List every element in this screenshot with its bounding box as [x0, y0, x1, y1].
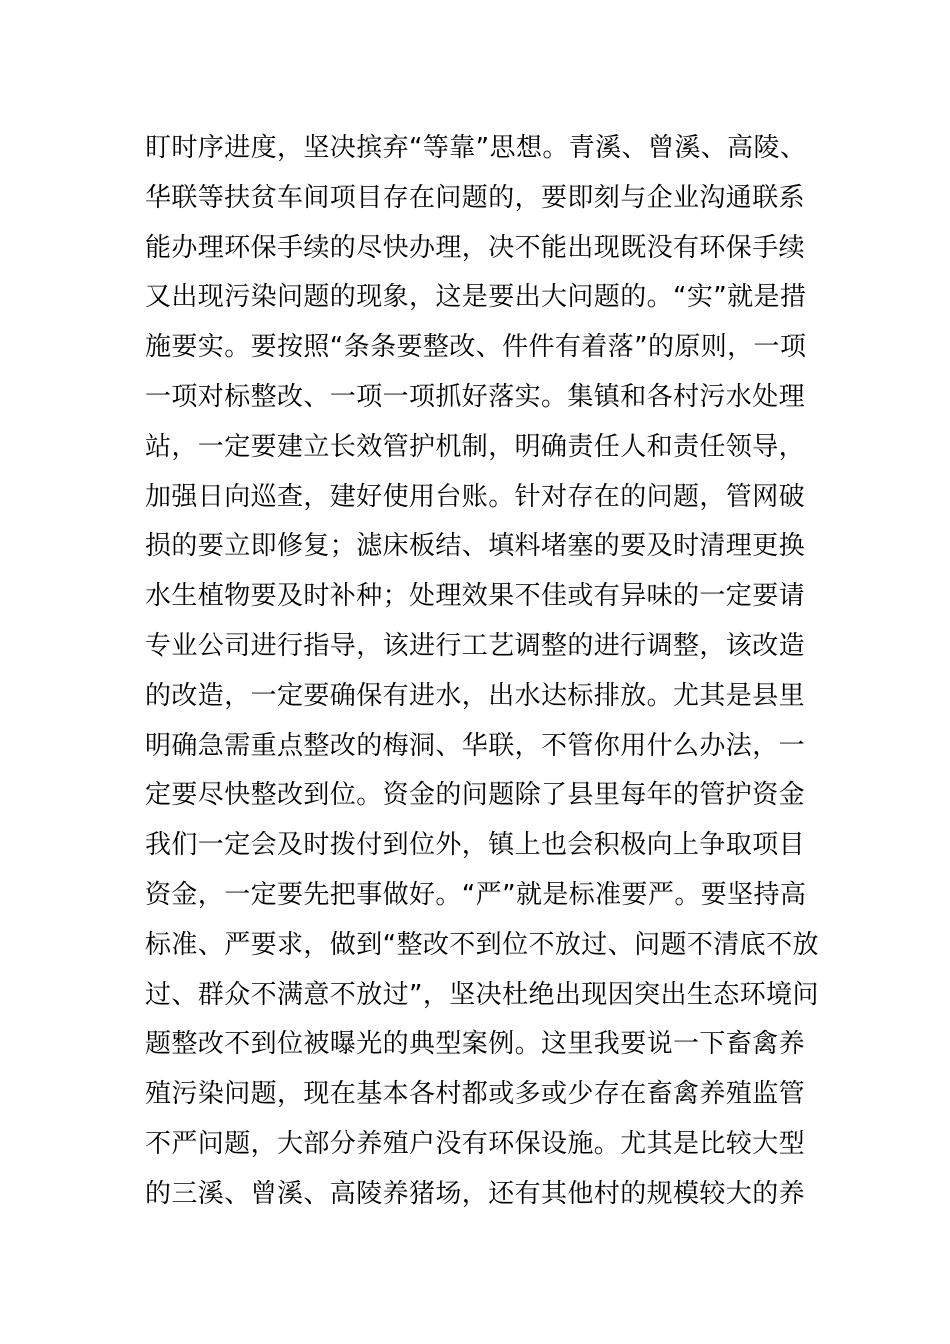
text-line: 水生植物要及时补种；处理效果不佳或有异味的一定要请 — [145, 581, 806, 612]
text-line: 华联等扶贫车间项目存在问题的，要即刻与企业沟通联系 — [145, 182, 806, 213]
text-line: 能办理环保手续的尽快办理，决不能出现既没有环保手续 — [145, 232, 806, 263]
text-line: 一项对标整改、一项一项抓好落实。集镇和各村污水处理 — [145, 381, 806, 412]
body-text — [145, 124, 825, 1220]
text-line: 定要尽快整改到位。资金的问题除了县里每年的管护资金 — [145, 780, 806, 811]
text-line: 明确急需重点整改的梅洞、华联，不管你用什么办法，一 — [145, 730, 806, 761]
text-line: 标准、严要求，做到“整改不到位不放过、问题不清底不放 — [145, 929, 819, 960]
text-line: 损的要立即修复；滤床板结、填料堵塞的要及时清理更换 — [145, 531, 806, 562]
text-line: 不严问题，大部分养殖户没有环保设施。尤其是比较大型 — [145, 1128, 806, 1159]
text-line: 的三溪、曾溪、高陵养猪场，还有其他村的规模较大的养 — [145, 1178, 806, 1209]
text-line: 过、群众不满意不放过”，坚决杜绝出现因突出生态环境问 — [145, 979, 819, 1010]
text-line: 加强日向巡查，建好使用台账。针对存在的问题，管网破 — [145, 481, 806, 512]
text-line: 殖污染问题，现在基本各村都或多或少存在畜禽养殖监管 — [145, 1079, 806, 1110]
text-line: 我们一定会及时拨付到位外，镇上也会积极向上争取项目 — [145, 830, 806, 861]
text-line: 盯时序进度，坚决摈弃“等靠”思想。青溪、曾溪、高陵、 — [145, 133, 807, 163]
text-line: 站，一定要建立长效管护机制，明确责任人和责任领导， — [145, 431, 806, 462]
text-line: 的改造，一定要确保有进水，出水达标排放。尤其是县里 — [145, 680, 806, 711]
text-line: 资金，一定要先把事做好。“严”就是标准要严。要坚持高 — [145, 879, 807, 910]
text-line: 题整改不到位被曝光的典型案例。这里我要说一下畜禽养 — [145, 1029, 806, 1060]
text-line: 又出现污染问题的现象，这是要出大问题的。“实”就是措 — [145, 282, 807, 313]
text-line: 施要实。要按照“条条要整改、件件有着落”的原则，一项 — [145, 332, 807, 363]
text-line: 专业公司进行指导，该进行工艺调整的进行调整，该改造 — [145, 630, 806, 661]
